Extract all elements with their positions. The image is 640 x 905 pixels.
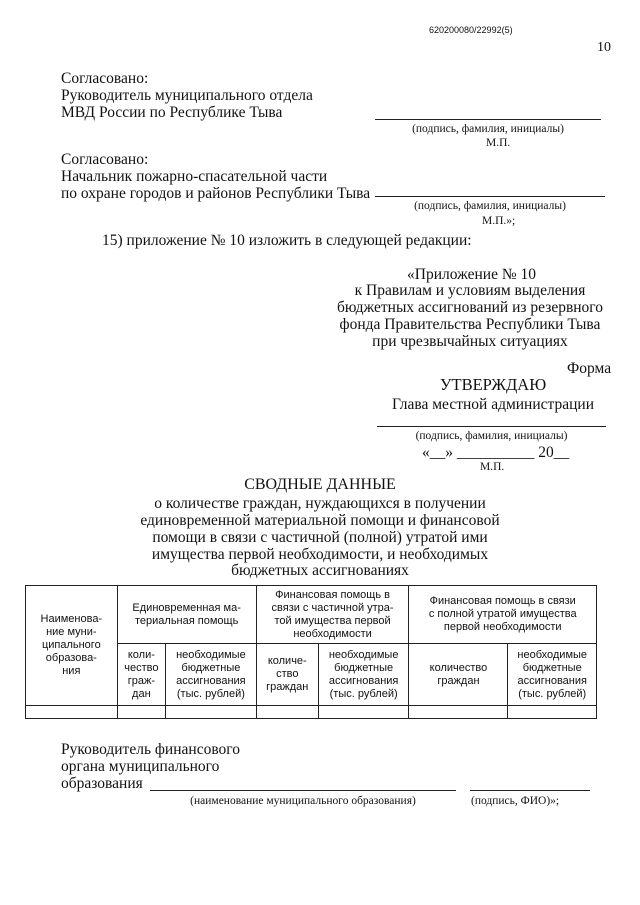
page-number: 10 — [597, 40, 611, 55]
header-one-time-aid: Единовременная ма- териальная помощь — [117, 586, 256, 644]
appendix-line4: фонда Правительства Республики Тыва — [339, 316, 601, 333]
appendix-title: «Приложение № 10 — [407, 266, 536, 283]
signature-line — [375, 196, 605, 197]
signature-line — [377, 426, 606, 427]
table-cell[interactable] — [409, 706, 508, 719]
table-cell[interactable] — [117, 706, 165, 719]
item-15-text: 15) приложение № 10 изложить в следующей редакции: — [102, 232, 472, 249]
header-municipality: Наименова- ние муни- ципального образова- ния — [26, 586, 118, 706]
approver-position-line1: Начальник пожарно-спасательной части — [61, 168, 328, 185]
approver-position-line2: по охране городов и районов Республики Тыва — [61, 185, 371, 202]
agreed-label: Согласовано: — [61, 151, 149, 168]
signature-caption: (подпись, фамилия, инициалы) — [414, 200, 566, 212]
footer-position-line3: образования — [61, 775, 143, 792]
signature-line — [375, 119, 601, 120]
header-budget-allocations: необходимые бюджетные ассигнования (тыс. рублей) — [318, 644, 409, 706]
title-line2: единовременной материальной помощи и финансовой — [140, 512, 500, 529]
header-citizens-count: количество граждан — [409, 644, 508, 706]
seal-mark: М.П. — [486, 137, 511, 149]
header-full-loss-aid: Финансовая помощь в связи с полной утратой имущества первой необходимости — [409, 586, 597, 644]
table-cell[interactable] — [166, 706, 257, 719]
approve-date: «__» __________ 20__ — [422, 444, 570, 461]
signature-line — [470, 790, 590, 791]
approve-title: УТВЕРЖДАЮ — [439, 375, 547, 394]
approver-position-line2: МВД России по Республике Тыва — [61, 104, 283, 121]
table-cell[interactable] — [318, 706, 409, 719]
header-citizens-count: коли- чество граж- дан — [117, 644, 165, 706]
appendix-line3: бюджетных ассигнований из резервного — [336, 299, 604, 316]
footer-position-line1: Руководитель финансового — [61, 741, 241, 758]
table-cell[interactable] — [508, 706, 597, 719]
agreed-label: Согласовано: — [61, 70, 149, 87]
header-citizens-count: количе- ство граждан — [256, 644, 318, 706]
footer-position-line2: органа муниципального — [61, 758, 220, 775]
signature-caption: (подпись, фамилия, инициалы) — [412, 123, 564, 135]
header-budget-allocations: необходимые бюджетные ассигнования (тыс. рублей) — [508, 644, 597, 706]
municipality-name-line — [150, 790, 456, 791]
seal-mark: М.П. — [480, 461, 505, 473]
approver-position-line1: Руководитель муниципального отдела — [61, 87, 313, 104]
document-code: 620200080/22992(5) — [429, 25, 513, 35]
signature-caption: (подпись, ФИО)»; — [471, 795, 560, 807]
table-cell[interactable] — [26, 706, 118, 719]
header-partial-loss-aid: Финансовая помощь в связи с частичной утра- той имущества первой необходимости — [256, 586, 409, 644]
header-budget-allocations: необходимые бюджетные ассигнования (тыс. рублей) — [166, 644, 257, 706]
table-row — [26, 706, 597, 719]
signature-caption: (подпись, фамилия, инициалы) — [415, 430, 568, 442]
document-title: СВОДНЫЕ ДАННЫЕ — [244, 476, 396, 493]
title-line1: о количестве граждан, нуждающихся в получении — [154, 495, 486, 512]
seal-mark: М.П.»; — [482, 215, 516, 227]
summary-table — [25, 585, 597, 719]
appendix-line2: к Правилам и условиям выделения — [354, 282, 586, 299]
appendix-line5: при чрезвычайных ситуациях — [372, 333, 568, 350]
approve-position: Глава местной администрации — [391, 396, 595, 413]
title-line3: помощи в связи с частичной (полной) утратой ими — [152, 529, 488, 546]
title-line4: имущества первой необходимости, и необходимых — [151, 546, 489, 563]
table-cell[interactable] — [256, 706, 318, 719]
municipality-name-caption: (наименование муниципального образования) — [190, 795, 416, 807]
title-line5: бюджетных ассигнованиях — [231, 562, 409, 579]
form-label: Форма — [567, 360, 612, 377]
